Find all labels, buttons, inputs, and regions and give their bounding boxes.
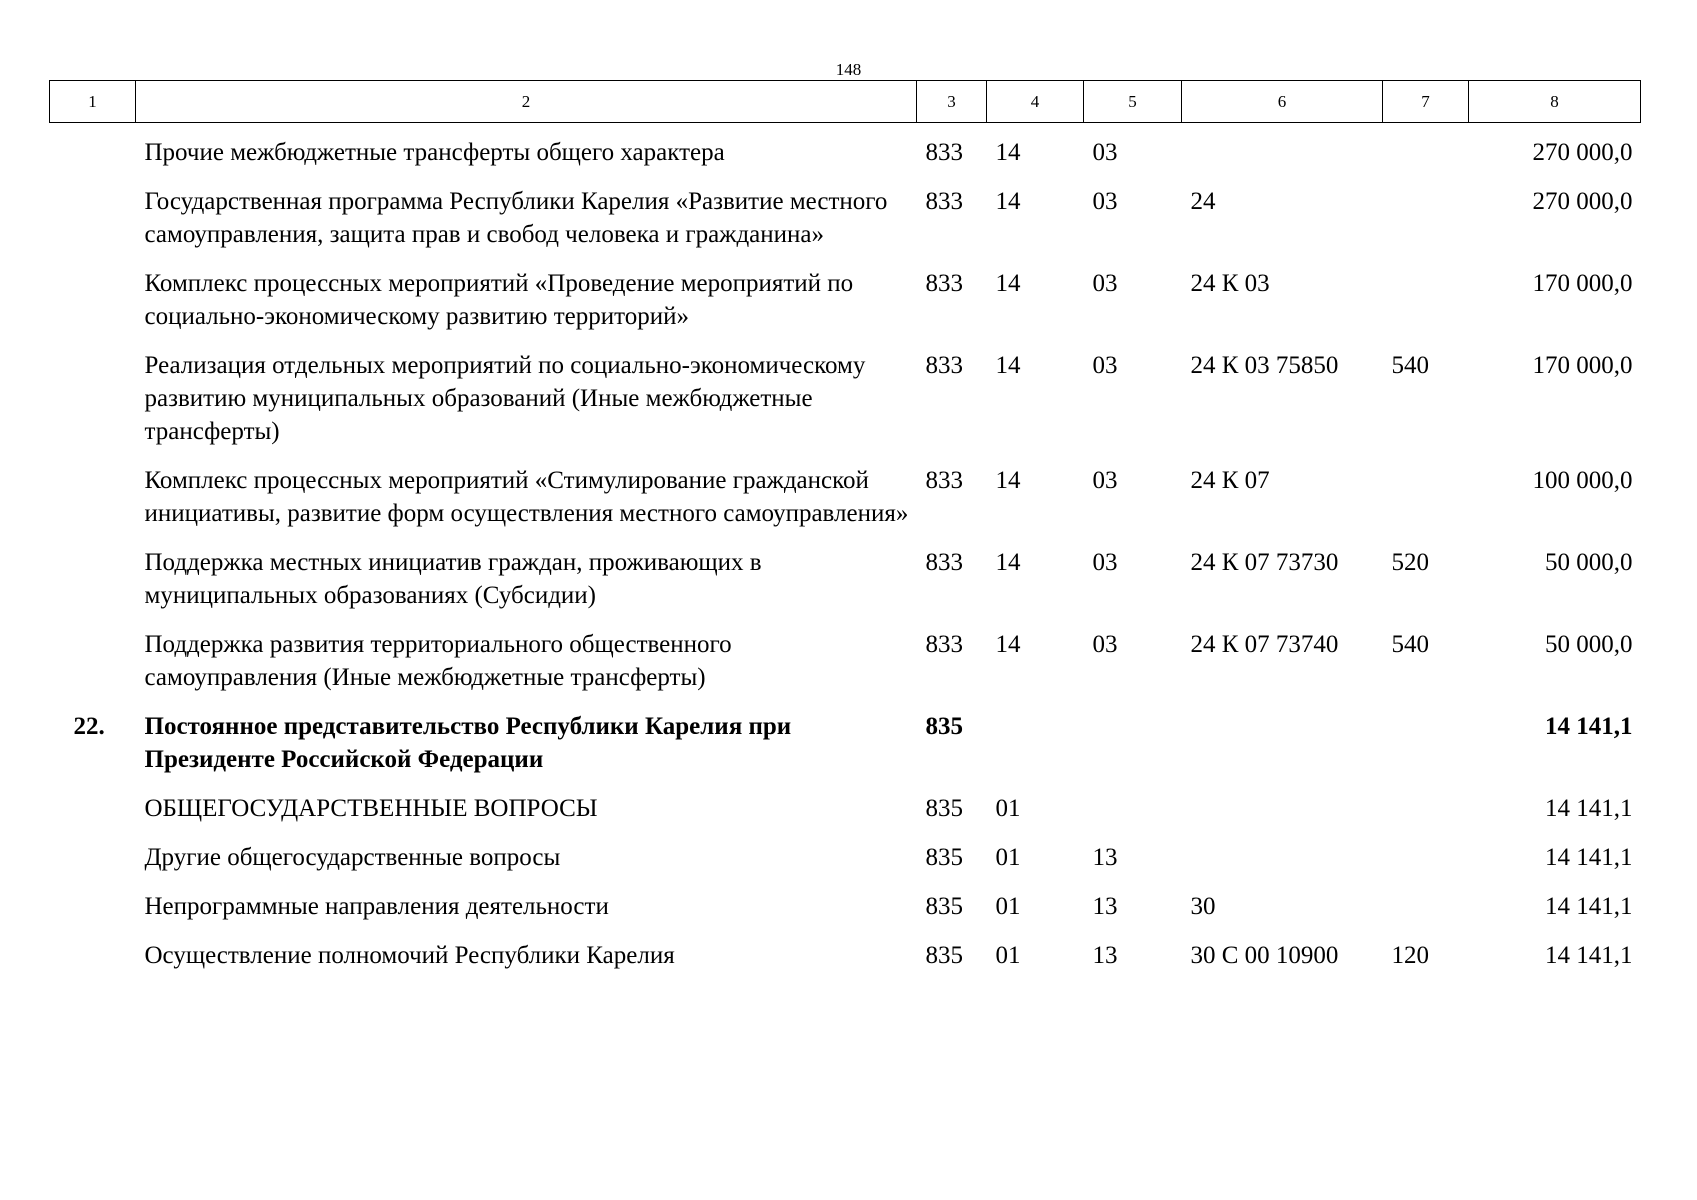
code-section: 14 (995, 188, 1021, 215)
row-number (50, 123, 136, 186)
table-row (50, 546, 1641, 628)
row-number (50, 349, 136, 464)
amount: 14 141,1 (1545, 893, 1633, 920)
column-header: 1 (50, 81, 136, 123)
table-row (50, 267, 1641, 349)
code-subsection: 03 (1092, 139, 1118, 166)
column-header: 4 (987, 81, 1084, 123)
code-subsection: 03 (1092, 467, 1118, 494)
table-row (50, 628, 1641, 710)
column-header: 7 (1383, 81, 1469, 123)
code-section: 14 (995, 139, 1021, 166)
code-target-item: 24 К 07 (1190, 467, 1270, 494)
item-name: Непрограммные направления деятельности (144, 893, 609, 920)
column-header: 6 (1182, 81, 1383, 123)
item-name: ОБЩЕГОСУДАРСТВЕННЫЕ ВОПРОСЫ (144, 795, 598, 822)
code-expense-type (1383, 792, 1469, 841)
row-number (50, 792, 136, 841)
code-target-item: 24 (1190, 188, 1216, 215)
row-number (50, 267, 136, 349)
table-row (50, 710, 1641, 792)
code-admin: 835 (925, 713, 963, 740)
code-admin: 833 (925, 631, 963, 658)
item-name: Комплекс процессных мероприятий «Проведение мероприятий по социально-экономическому развитию территорий» (144, 270, 854, 330)
table-body (50, 123, 1641, 989)
code-section: 14 (995, 270, 1021, 297)
code-admin: 833 (925, 549, 963, 576)
table-row (50, 349, 1641, 464)
code-target-item (1182, 792, 1383, 841)
code-target-item: 24 К 07 73740 (1190, 631, 1339, 658)
amount: 14 141,1 (1545, 942, 1633, 969)
page-number: 148 (835, 60, 862, 79)
code-admin: 833 (925, 467, 963, 494)
code-expense-type: 540 (1391, 352, 1429, 379)
code-subsection: 13 (1092, 893, 1118, 920)
item-name: Постоянное представительство Республики Карелия при Президенте Российской Федерации (144, 713, 792, 773)
code-admin: 835 (925, 942, 963, 969)
code-expense-type: 120 (1391, 942, 1429, 969)
code-expense-type (1383, 841, 1469, 890)
code-subsection: 13 (1092, 942, 1118, 969)
code-subsection: 03 (1092, 549, 1118, 576)
amount: 14 141,1 (1545, 844, 1633, 871)
amount: 50 000,0 (1545, 549, 1633, 576)
code-target-item (1182, 710, 1383, 792)
amount: 50 000,0 (1545, 631, 1633, 658)
code-admin: 833 (925, 139, 963, 166)
column-header: 3 (917, 81, 987, 123)
item-name: Поддержка развития территориального общественного самоуправления (Иные межбюджетные трансферты) (144, 631, 732, 691)
row-number (50, 841, 136, 890)
amount: 270 000,0 (1532, 139, 1633, 166)
code-target-item: 30 (1190, 893, 1216, 920)
amount: 14 141,1 (1545, 713, 1633, 740)
code-expense-type (1383, 267, 1469, 349)
code-target-item: 30 С 00 10900 (1190, 942, 1339, 969)
row-number (50, 185, 136, 267)
item-name: Государственная программа Республики Карелия «Развитие местного самоуправления, защита прав и свобод человека и гражданина» (144, 188, 888, 248)
code-admin: 835 (925, 893, 963, 920)
code-subsection: 03 (1092, 188, 1118, 215)
budget-table (49, 80, 1641, 988)
code-admin: 833 (925, 270, 963, 297)
code-section: 01 (995, 942, 1021, 969)
table-row (50, 123, 1641, 186)
code-subsection: 13 (1092, 844, 1118, 871)
code-section: 01 (995, 795, 1021, 822)
table-row (50, 185, 1641, 267)
table-row (50, 890, 1641, 939)
code-subsection (1084, 792, 1182, 841)
table-row (50, 464, 1641, 546)
table-row (50, 792, 1641, 841)
code-subsection: 03 (1092, 631, 1118, 658)
item-name: Другие общегосударственные вопросы (144, 844, 561, 871)
row-number (50, 464, 136, 546)
code-target-item: 24 К 03 (1190, 270, 1270, 297)
amount: 270 000,0 (1532, 188, 1633, 215)
column-header: 2 (136, 81, 917, 123)
amount: 170 000,0 (1532, 270, 1633, 297)
code-section: 14 (995, 352, 1021, 379)
code-section: 01 (995, 844, 1021, 871)
code-target-item (1182, 841, 1383, 890)
code-section: 14 (995, 549, 1021, 576)
amount: 14 141,1 (1545, 795, 1633, 822)
row-number (50, 939, 136, 988)
code-expense-type (1383, 464, 1469, 546)
amount: 170 000,0 (1532, 352, 1633, 379)
code-expense-type: 540 (1391, 631, 1429, 658)
code-admin: 835 (925, 844, 963, 871)
code-admin: 833 (925, 352, 963, 379)
code-expense-type (1383, 123, 1469, 186)
code-subsection (1084, 710, 1182, 792)
item-name: Поддержка местных инициатив граждан, проживающих в муниципальных образованиях (Субсидии) (144, 549, 762, 609)
code-section: 14 (995, 467, 1021, 494)
code-admin: 835 (925, 795, 963, 822)
table-row (50, 841, 1641, 890)
row-number (50, 628, 136, 710)
column-header: 8 (1469, 81, 1641, 123)
item-name: Осуществление полномочий Республики Карелия (144, 942, 675, 969)
row-number (50, 890, 136, 939)
item-name: Реализация отдельных мероприятий по социально-экономическому развитию муниципальных образований (Иные межбюджетные трансферты) (144, 352, 866, 445)
code-expense-type (1383, 710, 1469, 792)
code-target-item (1182, 123, 1383, 186)
code-subsection: 03 (1092, 270, 1118, 297)
column-header: 5 (1084, 81, 1182, 123)
item-name: Комплекс процессных мероприятий «Стимулирование гражданской инициативы, развитие форм осуществления местного самоуправления» (144, 467, 909, 527)
code-target-item: 24 К 03 75850 (1190, 352, 1339, 379)
code-subsection: 03 (1092, 352, 1118, 379)
code-expense-type: 520 (1391, 549, 1429, 576)
row-number: 22. (73, 713, 105, 740)
code-section: 14 (995, 631, 1021, 658)
code-expense-type (1383, 890, 1469, 939)
amount: 100 000,0 (1532, 467, 1633, 494)
table-row (50, 939, 1641, 988)
code-expense-type (1383, 185, 1469, 267)
header-row (50, 81, 1641, 123)
code-section (987, 710, 1084, 792)
code-section: 01 (995, 893, 1021, 920)
item-name: Прочие межбюджетные трансферты общего характера (144, 139, 725, 166)
row-number (50, 546, 136, 628)
code-admin: 833 (925, 188, 963, 215)
code-target-item: 24 К 07 73730 (1190, 549, 1339, 576)
